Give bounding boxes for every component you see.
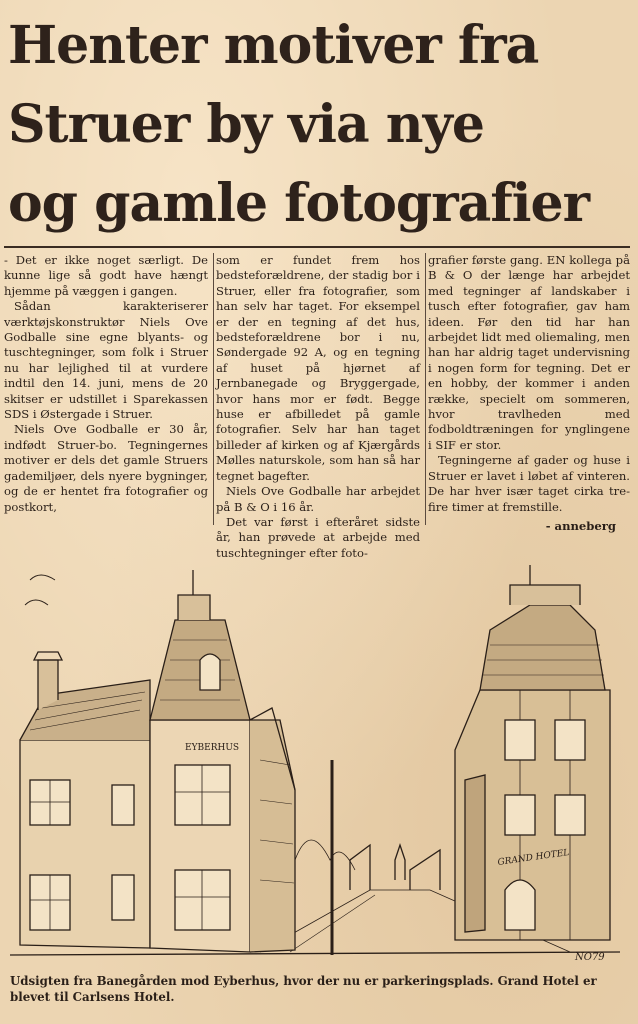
eyberhus-building (20, 570, 295, 952)
paragraph: Niels Ove Godballe har arbejdet på B & O i 16 år. (216, 484, 420, 514)
street-drawing (10, 560, 620, 970)
artist-signature: NO79 (575, 952, 605, 963)
paragraph: - Det er ikke noget særligt. De kunne lige så godt have hængt hjemme på væggen i gangen. (4, 253, 208, 298)
headline-line-2: Struer by via nye (8, 94, 484, 155)
paragraph: grafier første gang. EN kollega på B & O der længe har arbejdet med tegninger af landskaber i tusch efter fotografier, gav ham ideen. Før den tid har han arbejdet lidt med oliemaling, men han har aldrig taget undervisning i nogen form for tegning. Det er en hobby, der kommer i anden række, specielt om sommeren, hvor travlheden med fodboldtræningen for ynglingene i SIF er stor. (428, 253, 630, 452)
paragraph: Tegningerne af gader og huse i Struer er lavet i løbet af vinteren. De har hver især taget cirka tre-fire timer at fremstille. (428, 453, 630, 514)
headline-line-3: og gamle fotografier (8, 173, 589, 234)
paragraph: Sådan karakteriserer værktøjskonstruktør Niels Ove Godballe sine egne blyants- og tuschtegninger, som folk i Struer nu har lejlighed til at vurdere indtil den 14. juni, mens de 20 skitser er udstillet i Sparekassen SDS i Østergade i Struer. (4, 299, 208, 422)
article-column-3 (428, 253, 630, 534)
article-body (4, 253, 630, 560)
paragraph: Niels Ove Godballe er 30 år, indfødt Struer-bo. Tegningernes motiver er dels det gamle Struers gademiljøer, dels nyere bygninger, og de er hentet fra fotografier og postkort, (4, 422, 208, 514)
headline-line-1: Henter motiver fra (8, 15, 539, 76)
paragraph: Det var først i efteråret sidste år, han prøvede at arbejde med tuschtegninger efter foto- (216, 514, 420, 560)
article-column-2 (216, 253, 420, 561)
grand-hotel-building (455, 565, 610, 940)
grand-hotel-sign: GRAND HOTEL (497, 848, 570, 868)
article-column-1 (4, 253, 208, 515)
photo-caption: Udsigten fra Banegården mod Eyberhus, hvor der nu er parkeringsplads. Grand Hotel er blevet til Carlsens Hotel. (10, 974, 597, 1004)
headline-rule (4, 246, 630, 248)
headline (8, 6, 628, 243)
byline: - anneberg (545, 518, 616, 533)
paragraph: som er fundet frem hos bedsteforældrene, der stadig bor i Struer, eller fra fotografier, som han selv har taget. For eksempel er der en tegning af det hus, bedsteforældrene bor i nu, Søndergade 92 A, og en tegning af huset på hjørnet af Jernbanegade og Bryggergade, hvor hans mor er født. Begge huse er afbilledet på gamle fotografier. Selv har han taget billeder af kirken og af Kjærgårds Mølles naturskole, som han så har tegnet bagefter. (216, 253, 420, 483)
eyberhus-sign: EYBERHUS (185, 743, 240, 753)
